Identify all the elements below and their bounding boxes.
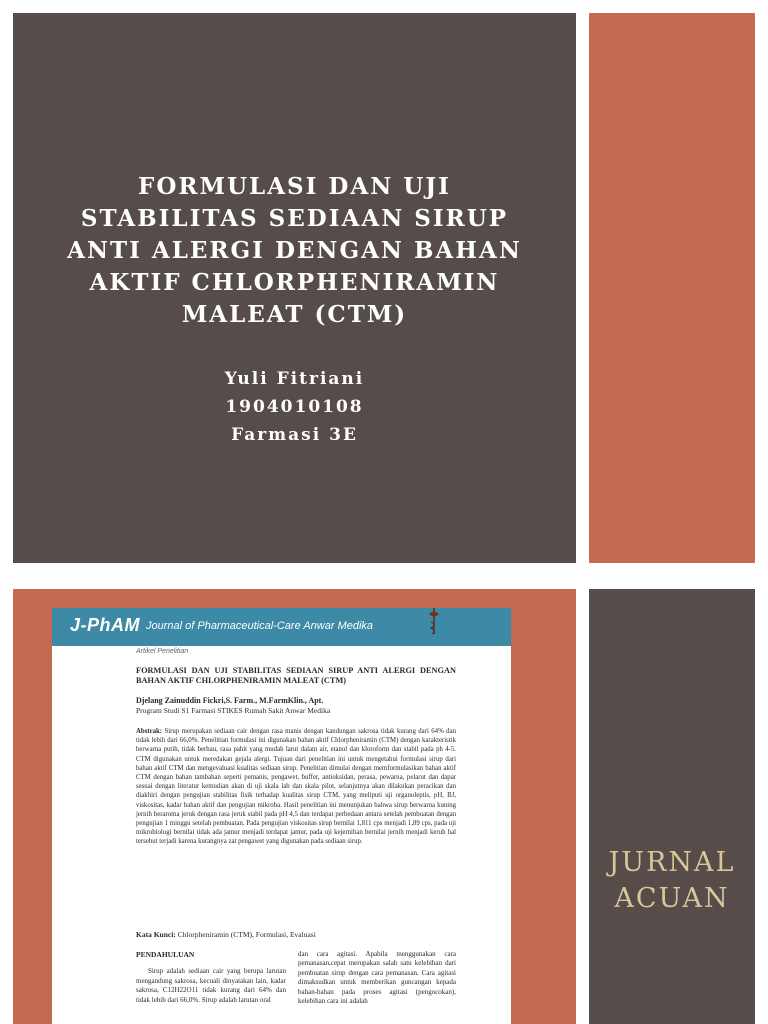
- intro-text-left: Sirup adalah sediaan cair yang berupa larutan mengandung sakrosa, kecuali dinyatakan lain, kadar sakrosa, C12H22O11 tidak kurang dari 64% dan tidak lebih dari 66,0%. Sirup adalah larutan oral: [136, 967, 286, 1004]
- journal-emblem-icon: [426, 608, 442, 646]
- jurnal-label-line2: ACUAN: [614, 883, 730, 914]
- title-slide-panel: [13, 13, 576, 563]
- student-id: 1904010108: [225, 397, 364, 417]
- jpham-logo: J-PhAM: [70, 615, 140, 635]
- article-type: Artikel Penelitian: [136, 648, 189, 655]
- paper-abstract: [136, 727, 456, 847]
- keywords-text: Chlorpheniramin (CTM), Formulasi, Evaluasi: [177, 930, 316, 939]
- paper-keywords: [136, 930, 456, 939]
- jurnal-acuan-panel: [589, 589, 755, 1024]
- paper-affiliation: Program Studi S1 Farmasi STIKES Rumah Sakit Anwar Medika: [136, 706, 331, 715]
- abstract-text: Sirup merupakan sediaan cair dengan rasa manis dengan kandungan sakrosa tidak kurang dari 64% dan tidak lebih dari 66,0%. Penelitian formulasi ini digunakan bahan aktif Chlorpheniramin (CTM) dengan karakteristik berwarna putih, tidak berbau, rasa pahit yang mudah larut dalam air, etanol dan kloroform dan stabil pada ph 4-5. CTM digunakan untuk meredakan gejala alergi. Tujuan dari penelitian ini untuk mengetahui formulasi sirup dari bahan aktif CTM dan mengevaluasi kualitas sediaan sirup. Penelitian dimulai dengan memformulasikan bahan aktif CTM dengan bahan tambahan seperti pemanis, pengawet, buffer, antioksidan, perasa, pewarna, pelarut dan dapar sesuai dengan literatur kemudian akan di uji skala lab dan skala pilot, selanjutnya akan dilakukan peracikan dan diakhiri dengan pengujian stabilitas fisik terhadap kualitas sirup CTM, yang meliputi uji organoleptis, pH, BJ, viskositas, kadar bahan aktif dan pengujian mikroba. Hasil penelitian ini menunjukan bahwa sirup berwarna kuning jernih beraroma jeruk dengan rasa jeruk stabil pada pH 4,5 dan terdapat perbedaan antara setelah pembuatan dengan pengujian 1 minggu setelah pembuatan. Pada pengujian viskositas sirup bernilai 1,811 cps menjadi 1,89 cps, pada uji mikrobiologi bernilai tidak ada jamur menjadi terdapat jamur, pada uji kejernihan bernilai jernih menjadi keruh hal tersebut terjadi karena kurangnya zat pengawet yang digunakan pada sediaan sirup.: [136, 728, 456, 846]
- accent-panel-top: [589, 13, 755, 563]
- class-name: Farmasi 3E: [231, 425, 358, 445]
- paper-title: FORMULASI DAN UJI STABILITAS SEDIAAN SIRUP ANTI ALERGI DENGAN BAHAN AKTIF CHLORPHENIRAMIN MALEAT (CTM): [136, 666, 456, 685]
- intro-heading: PENDAHULUAN: [136, 950, 195, 959]
- paper-column-left: [136, 950, 286, 1005]
- keywords-label: Kata Kunci:: [136, 930, 176, 939]
- jurnal-acuan-label: [589, 845, 755, 917]
- paper-authors: Djelang Zainuddin Fickri,S. Farm., M.FarmKlin., Apt.: [136, 696, 324, 705]
- author-info: [53, 365, 536, 449]
- jurnal-label-line1: JURNAL: [608, 847, 736, 878]
- journal-header-bar: [52, 608, 511, 646]
- paper-column-right: dan cara agitasi. Apabila menggunakan cara pemanasan,cepat merupakan salah satu kelebihan dari pembuatan sirup dengan cara pemanasan. Cara agitasi dimaksudkan untuk memberikan guncangan kepada bahan-bahan pada proses agitasi (pengocokan), kelebihan cara ini adalah: [298, 950, 456, 1006]
- journal-name: Journal of Pharmaceutical-Care Anwar Medika: [146, 620, 374, 632]
- slide-title: FORMULASI DAN UJI STABILITAS SEDIAAN SIRUP ANTI ALERGI DENGAN BAHAN AKTIF CHLORPHENIRAMIN MALEAT (CTM): [67, 173, 522, 328]
- author-name: Yuli Fitriani: [224, 369, 365, 389]
- journal-paper-image: [52, 608, 511, 1024]
- abstract-label: Abstrak:: [136, 728, 163, 735]
